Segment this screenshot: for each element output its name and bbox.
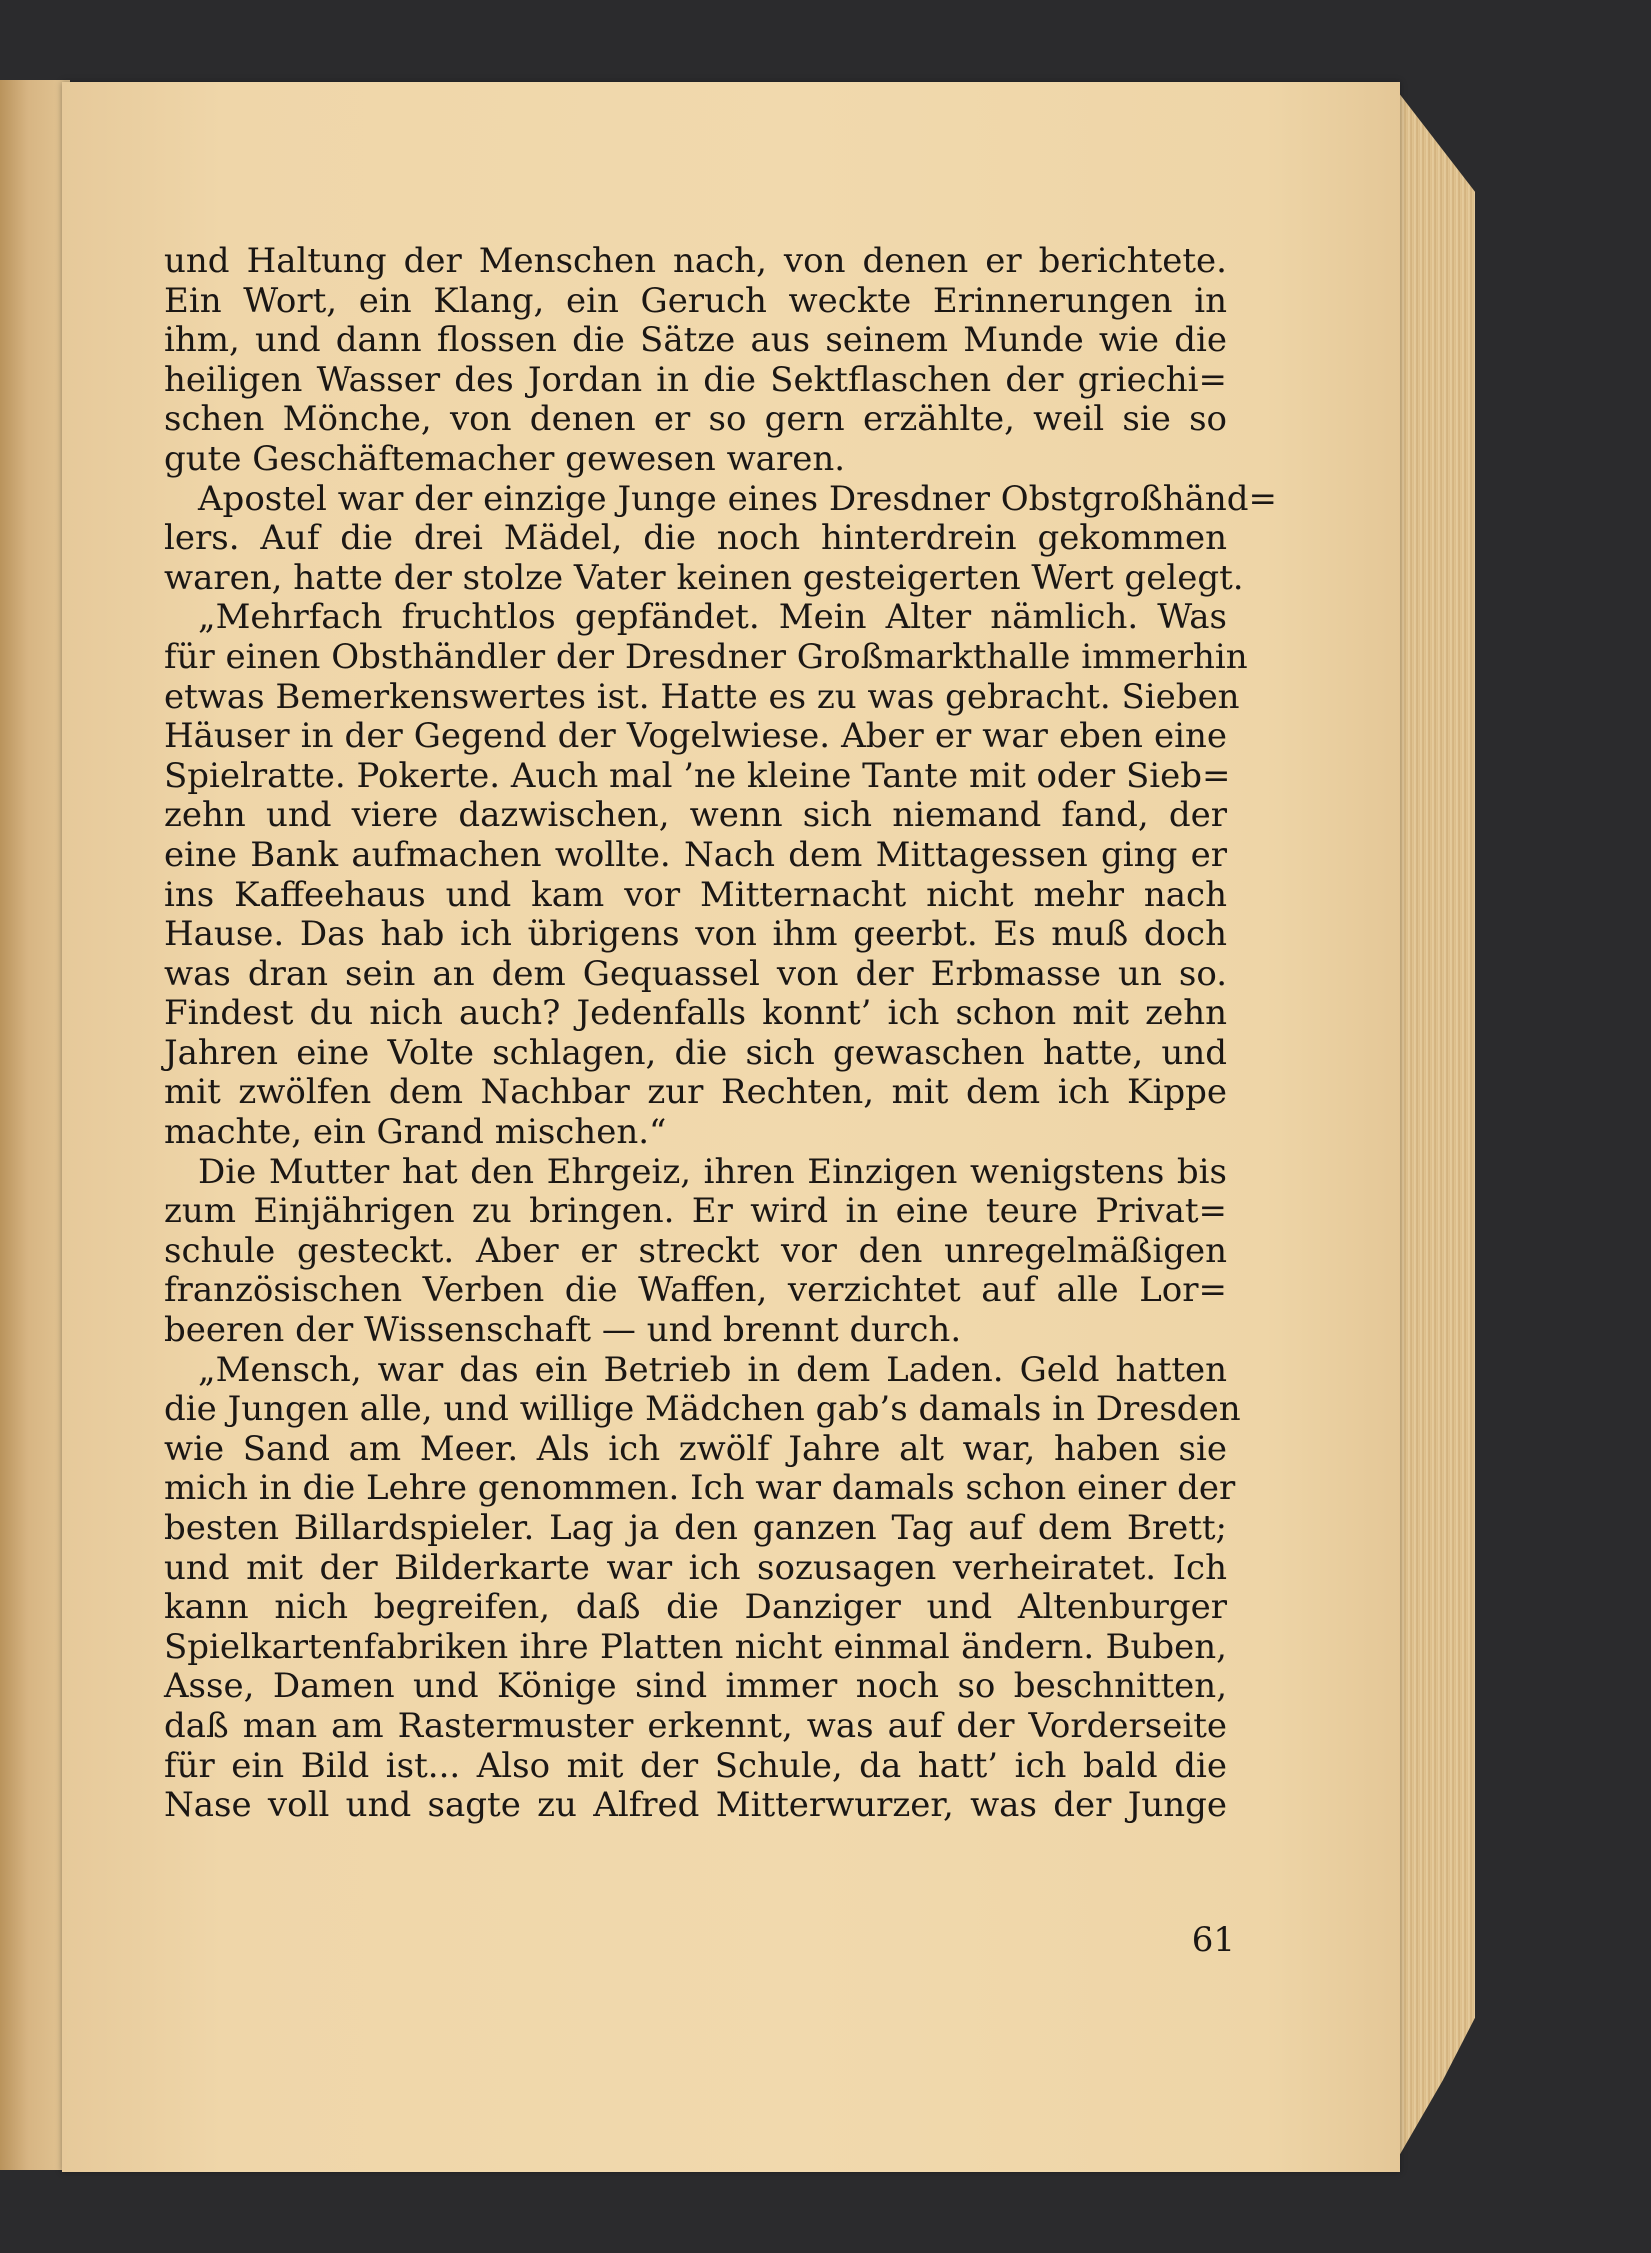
text-line: Die Mutter hat den Ehrgeiz, ihren Einzigen wenigstens bis: [198, 1151, 1227, 1192]
text-line: und Haltung der Menschen nach, von denen er berichtete.: [164, 241, 1227, 281]
text-line: was dran sein an dem Gequassel von der Erbmasse un so.: [164, 953, 1227, 994]
text-line: schule gesteckt. Aber er streckt vor den unregelmäßigen: [164, 1230, 1227, 1271]
text-line: Spielratte. Pokerte. Auch mal ’ne kleine Tante mit oder Sieb=: [164, 755, 1231, 796]
text-line: Apostel war der einzige Junge eines Dresdner Obstgroßhänd=: [198, 478, 1278, 519]
text-line: machte, ein Grand mischen.“: [164, 1112, 667, 1153]
text-line: wie Sand am Meer. Als ich zwölf Jahre alt war, haben sie: [164, 1428, 1227, 1469]
text-line: Spielkartenfabriken ihre Platten nicht einmal ändern. Buben,: [164, 1626, 1227, 1667]
text-line: ihm, und dann flossen die Sätze aus seinem Munde wie die: [164, 320, 1227, 361]
text-line: mich in die Lehre genommen. Ich war damals schon einer der: [164, 1468, 1236, 1509]
text-line: „Mehrfach fruchtlos gepfändet. Mein Alter nämlich. Was: [198, 597, 1227, 638]
text-line: „Mensch, war das ein Betrieb in dem Laden. Geld hatten: [198, 1349, 1227, 1390]
text-line: Findest du nich auch? Jedenfalls konnt’ ich schon mit zehn: [164, 993, 1227, 1034]
body-text: [164, 241, 1278, 1826]
text-line: heiligen Wasser des Jordan in die Sektflaschen der griechi=: [164, 359, 1227, 400]
text-line: zum Einjährigen zu bringen. Er wird in eine teure Privat=: [164, 1191, 1227, 1232]
text-line: Ein Wort, ein Klang, ein Geruch weckte Erinnerungen in: [164, 280, 1227, 321]
text-line: Häuser in der Gegend der Vogelwiese. Aber er war eben eine: [164, 716, 1227, 757]
text-line: daß man am Rastermuster erkennt, was auf der Vorderseite: [164, 1705, 1227, 1746]
text-line: besten Billardspieler. Lag ja den ganzen Tag auf dem Brett;: [164, 1508, 1227, 1548]
text-line: kann nich begreifen, daß die Danziger und Altenburger: [164, 1587, 1227, 1628]
text-line: etwas Bemerkenswertes ist. Hatte es zu was gebracht. Sieben: [164, 676, 1240, 717]
left-page-edge: [0, 80, 70, 2170]
text-line: Jahren eine Volte schlagen, die sich gewaschen hatte, und: [164, 1032, 1227, 1073]
text-line: schen Mönche, von denen er so gern erzählte, weil sie so: [164, 399, 1227, 440]
text-line: mit zwölfen dem Nachbar zur Rechten, mit dem ich Kippe: [164, 1072, 1227, 1113]
text-line: lers. Auf die drei Mädel, die noch hinterdrein gekommen: [164, 518, 1227, 559]
text-line: Hause. Das hab ich übrigens von ihm geerbt. Es muß doch: [164, 914, 1227, 955]
text-line: gute Geschäftemacher gewesen waren.: [164, 438, 846, 479]
text-line: zehn und viere dazwischen, wenn sich niemand fand, der: [164, 795, 1227, 836]
text-line: für ein Bild ist... Also mit der Schule, da hatt’ ich bald die: [164, 1745, 1227, 1786]
text-line: die Jungen alle, und willige Mädchen gab’s damals in Dresden: [164, 1389, 1241, 1430]
text-line: für einen Obsthändler der Dresdner Großmarkthalle immerhin: [164, 636, 1248, 677]
page-fore-edge: [1395, 88, 1475, 2163]
text-line: waren, hatte der stolze Vater keinen gesteigerten Wert gelegt.: [164, 557, 1244, 598]
text-line: eine Bank aufmachen wollte. Nach dem Mittagessen ging er: [164, 834, 1227, 875]
page-number: 61: [1191, 1920, 1235, 1960]
text-line: beeren der Wissenschaft — und brennt durch.: [164, 1310, 962, 1351]
text-line: französischen Verben die Waffen, verzichtet auf alle Lor=: [164, 1270, 1227, 1311]
text-line: und mit der Bilderkarte war ich sozusagen verheiratet. Ich: [164, 1547, 1227, 1588]
text-line: Asse, Damen und Könige sind immer noch so beschnitten,: [164, 1666, 1227, 1707]
text-line: Nase voll und sagte zu Alfred Mitterwurzer, was der Junge: [164, 1785, 1227, 1826]
text-line: ins Kaffeehaus und kam vor Mitternacht nicht mehr nach: [164, 874, 1227, 915]
